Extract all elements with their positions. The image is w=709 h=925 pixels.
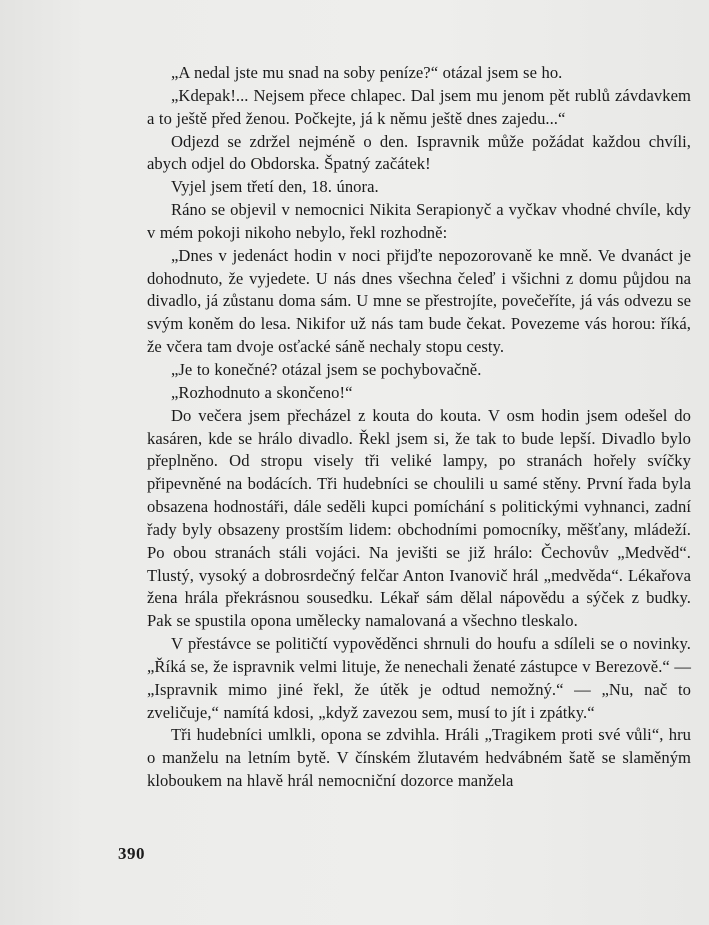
paragraph: V přestávce se političtí vypověděnci shrnuli do houfu a sdíleli se o novinky. „Říká se, že ispravnik velmi lituje, že nenechali ženaté zástupce v Berezově.“ — „Ispravnik mimo jiné řekl, že útěk je odtud nemožný.“ — „Nu, nač to zveličuje,“ namítá kdosi, „když zavezou sem, musí to jít i zpátky.“ (147, 634, 691, 722)
paragraph: Ráno se objevil v nemocnici Nikita Serapionyč a vyčkav vhodné chvíle, kdy v mém pokoji nikoho nebylo, řekl rozhodně: (147, 200, 691, 242)
paragraph: „Je to konečné? otázal jsem se pochybovačně. (171, 359, 482, 379)
paragraph: Odjezd se zdržel nejméně o den. Ispravnik může požádat každou chvíli, abych odjel do Obdorska. Špatný začátek! (147, 131, 691, 174)
page-number: 390 (118, 844, 145, 863)
paragraph: Tři hudebníci umlkli, opona se zdvihla. Hráli „Tragikem proti své vůli“, hru o manželu na letním bytě. V čínském žlutavém hedvábném šatě se slaměným kloboukem na hlavě hrál nemocniční dozorce manžela (147, 725, 691, 791)
paragraph: „Dnes v jedenáct hodin v noci přijďte nepozorovaně ke mně. Ve dvanáct je dohodnuto, že vyjedete. U nás dnes všechna čeleď i všichni z domu půjdou na divadlo, já zůstanu doma sám. U mne se přestrojíte, povečeříte, já vás odvezu se svým koněm do lesa. Nikifor už nás tam bude čekat. Povezeme vás horou: říká, že včera tam dvoje osťacké sáně nechaly stopu cesty. (147, 245, 691, 357)
body-text (147, 62, 691, 793)
paragraph: „A nedal jste mu snad na soby peníze?“ otázal jsem se ho. (171, 63, 563, 82)
paragraph: „Rozhodnuto a skončeno!“ (171, 382, 353, 402)
paragraph: „Kdepak!... Nejsem přece chlapec. Dal jsem mu jenom pět rublů závdavkem a to ještě před ženou. Počkejte, já k němu ještě dnes zajedu...“ (147, 85, 691, 128)
paragraph: Vyjel jsem třetí den, 18. února. (171, 177, 379, 197)
paragraph: Do večera jsem přecházel z kouta do kouta. V osm hodin jsem odešel do kasáren, kde se hrálo divadlo. Řekl jsem si, že tak to bude lepší. Divadlo bylo přeplněno. Od stropu visely tři veliké lampy, po stranách hořely svíčky připevněné na bodácích. Tři hudebníci se choulili u samé stěny. První řada byla obsazena hodnostáři, dále seděli kupci pomíchání s politickými vyhnanci, zadní řady byly obsazeny prostším lidem: obchodními pomocníky, měšťany, mládeží. Po obou stranách stáli vojáci. Na jevišti se již hrálo: Čechovův „Medvěd“. Tlustý, vysoký a dobrosrdečný felčar Anton Ivanovič hrál „medvěda“. Lékařova žena hrála překrásnou sousedku. Lékař sám dělal nápovědu a sýček z budky. Pak se spustila opona umělecky namalovaná a všechno tleskalo. (147, 405, 691, 631)
